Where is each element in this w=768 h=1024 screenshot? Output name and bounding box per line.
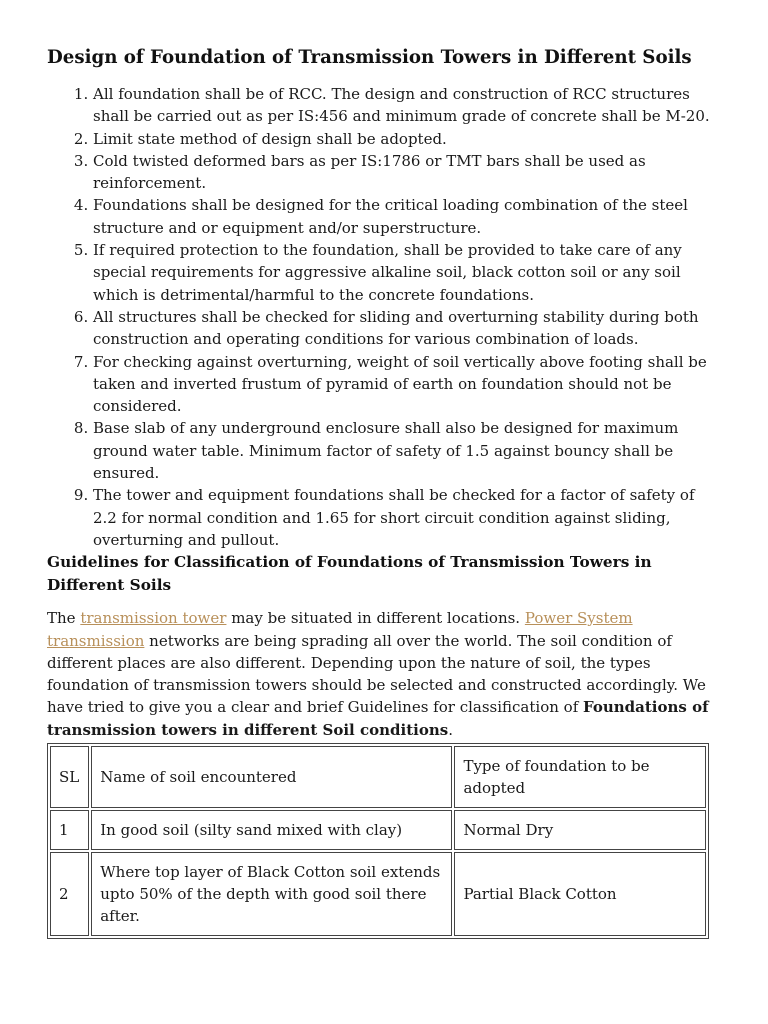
list-item: 3. Cold twisted deformed bars as per IS:1786 or TMT bars shall be used as reinforcement. bbox=[93, 150, 717, 195]
soil-classification-table bbox=[47, 743, 709, 939]
table-header-row bbox=[50, 746, 706, 808]
paragraph-bold-text: Foundations of transmission towers in different Soil conditions bbox=[47, 698, 709, 739]
list-item: 7. For checking against overturning, weight of soil vertically above footing shall be taken and inverted frustum of pyramid of earth on foundation should not be considered. bbox=[93, 351, 717, 418]
transmission-tower-link[interactable]: transmission tower bbox=[80, 609, 227, 628]
requirements-list bbox=[47, 83, 717, 551]
intro-paragraph bbox=[47, 607, 717, 741]
table-cell: In good soil (silty sand mixed with clay) bbox=[91, 810, 452, 850]
table-cell: Partial Black Cotton bbox=[454, 852, 706, 936]
table-cell: Where top layer of Black Cotton soil extends upto 50% of the depth with good soil there after. bbox=[91, 852, 452, 936]
table-cell: Normal Dry bbox=[454, 810, 706, 850]
paragraph-text: may be situated in different locations. bbox=[226, 609, 525, 628]
list-item: 1. All foundation shall be of RCC. The design and construction of RCC structures shall be carried out as per IS:456 and minimum grade of concrete shall be M-20. bbox=[93, 83, 717, 128]
list-item: 9. The tower and equipment foundations shall be checked for a factor of safety of 2.2 for normal condition and 1.65 for short circuit condition against sliding, overturning and pullout. bbox=[93, 484, 717, 551]
section-heading: Guidelines for Classification of Foundations of Transmission Towers in Different Soils bbox=[47, 553, 652, 595]
table-row bbox=[50, 810, 706, 850]
list-item: 2. Limit state method of design shall be adopted. bbox=[93, 128, 717, 150]
list-item: 4. Foundations shall be designed for the critical loading combination of the steel structure and or equipment and/or superstructure. bbox=[93, 194, 717, 239]
header-cell-soil: Name of soil encountered bbox=[91, 746, 452, 808]
paragraph-text: The bbox=[47, 609, 81, 628]
document-page bbox=[47, 44, 717, 939]
paragraph-text: . bbox=[448, 720, 453, 739]
header-cell-foundation: Type of foundation to be adopted bbox=[454, 746, 706, 808]
table-cell: 1 bbox=[50, 810, 89, 850]
header-cell-sl: SL bbox=[50, 746, 89, 808]
table-row bbox=[50, 852, 706, 936]
list-item: 8. Base slab of any underground enclosure shall also be designed for maximum ground water table. Minimum factor of safety of 1.5 against bouncy shall be ensured. bbox=[93, 417, 717, 484]
table-cell: 2 bbox=[50, 852, 89, 936]
page-title: Design of Foundation of Transmission Towers in Different Soils bbox=[47, 47, 692, 68]
power-system-transmission-link[interactable]: Power System transmission bbox=[47, 609, 633, 650]
list-item: 5. If required protection to the foundation, shall be provided to take care of any special requirements for aggressive alkaline soil, black cotton soil or any soil which is detrimental/harmful to the concrete foundations. bbox=[93, 239, 717, 306]
list-item: 6. All structures shall be checked for sliding and overturning stability during both construction and operating conditions for various combination of loads. bbox=[93, 306, 717, 351]
paragraph-text: networks are being sprading all over the world. The soil condition of different places are also different. Depending upon the nature of soil, the types foundation of transmission towers should be selected and constructed accordingly. We have tried to give you a clear and brief Guidelines for classification of bbox=[47, 631, 706, 717]
